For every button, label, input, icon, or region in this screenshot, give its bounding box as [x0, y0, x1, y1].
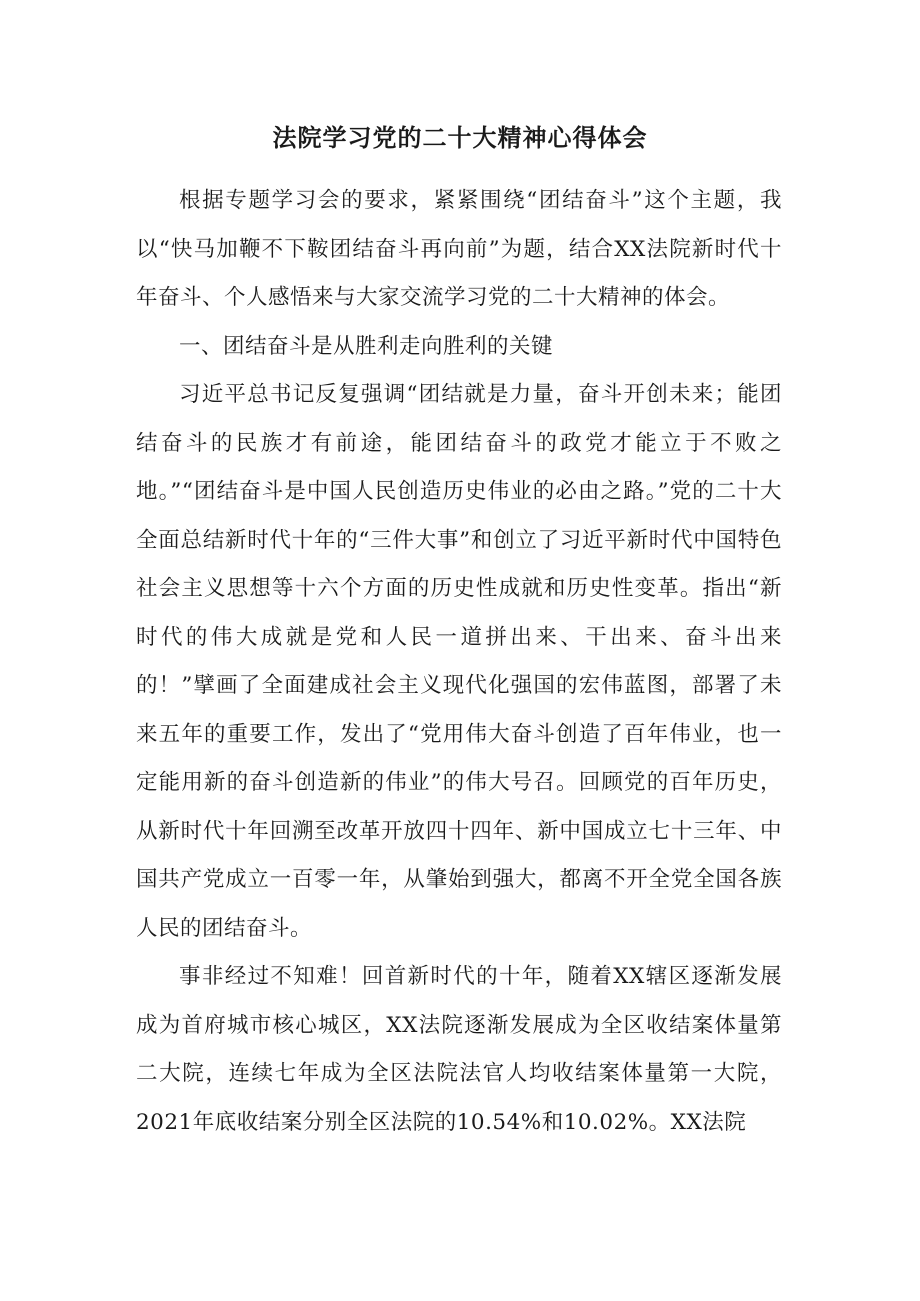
document-body	[136, 177, 782, 1147]
document-title: 法院学习党的二十大精神心得体会	[272, 124, 648, 152]
intro-paragraph: 根据专题学习会的要求，紧紧围绕“团结奋斗”这个主题，我以“快马加鞭不下鞍团结奋斗再向前”为题，结合XX法院新时代十年奋斗、个人感悟来与大家交流学习党的二十大精神的体会。	[136, 188, 782, 310]
section-heading: 一、团结奋斗是从胜利走向胜利的关键	[179, 333, 554, 359]
body-paragraph: 习近平总书记反复强调“团结就是力量，奋斗开创未来；能团结奋斗的民族才有前途，能团结奋斗的政党才能立于不败之地。”“团结奋斗是中国人民创造历史伟业的必由之路。”党的二十大全面总结新时代十年的“三件大事”和创立了习近平新时代中国特色社会主义思想等十六个方面的历史性成就和历史性变革。指出“新时代的伟大成就是党和人民一道拼出来、干出来、奋斗出来的！”擘画了全面建成社会主义现代化强国的宏伟蓝图，部署了未来五年的重要工作，发出了“党用伟大奋斗创造了百年伟业，也一定能用新的奋斗创造新的伟业”的伟大号召。回顾党的百年历史，从新时代十年回溯至改革开放四十四年、新中国成立七十三年、中国共产党成立一百零一年，从肇始到强大，都离不开全党全国各族人民的团结奋斗。	[136, 382, 782, 941]
body-paragraph: 事非经过不知难！回首新时代的十年，随着XX辖区逐渐发展成为首府城市核心城区，XX法院逐渐发展成为全区收结案体量第二大院，连续七年成为全区法院法官人均收结案体量第一大院，2021年底收结案分别全区法院的10.54%和10.02%。XX法院	[136, 964, 782, 1135]
